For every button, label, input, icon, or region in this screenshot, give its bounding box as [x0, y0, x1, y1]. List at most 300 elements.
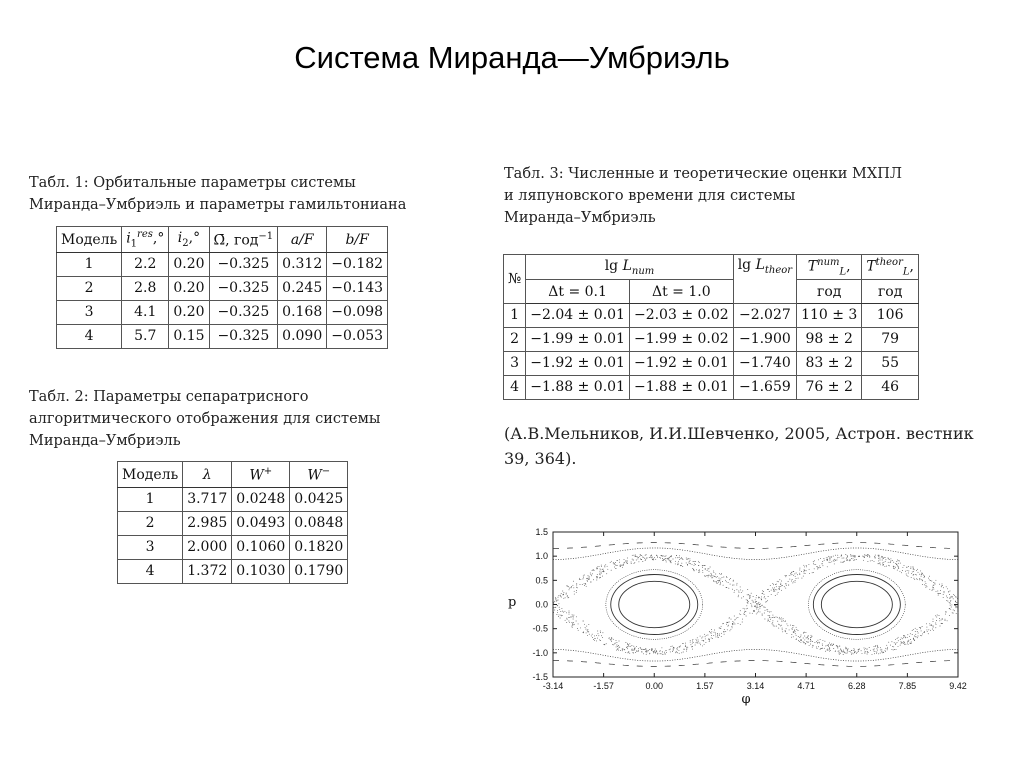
chaotic-point [579, 578, 580, 579]
chaotic-point [593, 639, 594, 640]
chaotic-point [671, 555, 672, 556]
chaotic-point [820, 567, 821, 568]
chaotic-point [682, 643, 683, 644]
chaotic-point [597, 576, 598, 577]
chaotic-point [771, 617, 772, 618]
chaotic-point [942, 583, 943, 584]
chaotic-point [820, 649, 821, 650]
chaotic-point [704, 575, 705, 576]
chaotic-point [596, 577, 597, 578]
chaotic-point [592, 634, 593, 635]
chaotic-point [645, 560, 646, 561]
chaotic-point [679, 559, 680, 560]
chaotic-point [782, 585, 783, 586]
chaotic-point [748, 594, 749, 595]
chaotic-point [672, 646, 673, 647]
chaotic-point [892, 646, 893, 647]
chaotic-point [817, 648, 818, 649]
chaotic-point [780, 586, 781, 587]
chaotic-point [685, 643, 686, 644]
chaotic-point [585, 583, 586, 584]
chaotic-point [803, 633, 804, 634]
chaotic-point [586, 586, 587, 587]
chaotic-point [953, 598, 954, 599]
chaotic-point [587, 581, 588, 582]
chaotic-point [911, 643, 912, 644]
chaotic-point [685, 645, 686, 646]
chaotic-point [767, 609, 768, 610]
chaotic-point [555, 607, 556, 608]
chaotic-point [742, 619, 743, 620]
chaotic-point [796, 573, 797, 574]
chaotic-point [898, 640, 899, 641]
table-cell: 1 [504, 304, 526, 328]
chaotic-point [721, 574, 722, 575]
chaotic-point [839, 652, 840, 653]
chaotic-point [578, 630, 579, 631]
chaotic-point [921, 630, 922, 631]
chaotic-point [692, 639, 693, 640]
phase-portrait-svg [500, 520, 970, 710]
chaotic-point [633, 555, 634, 556]
chaotic-point [638, 561, 639, 562]
chaotic-point [780, 625, 781, 626]
table-cell: 1 [57, 253, 122, 277]
table2-caption [29, 386, 380, 452]
chaotic-point [788, 581, 789, 582]
chaotic-point [635, 556, 636, 557]
chaotic-point [640, 647, 641, 648]
table-cell: 3.717 [183, 488, 232, 512]
chaotic-point [908, 570, 909, 571]
chaotic-point [662, 651, 663, 652]
chaotic-point [726, 622, 727, 623]
chaotic-point [936, 591, 937, 592]
chaotic-point [649, 557, 650, 558]
chaotic-point [627, 558, 628, 559]
chaotic-point [747, 589, 748, 590]
chaotic-point [702, 565, 703, 566]
chaotic-point [781, 581, 782, 582]
chaotic-point [881, 649, 882, 650]
chaotic-point [688, 562, 689, 563]
chaotic-point [834, 561, 835, 562]
chaotic-point [720, 582, 721, 583]
chaotic-point [908, 641, 909, 642]
chaotic-point [624, 559, 625, 560]
table3-header-lnum: $\lg L_{num}$ [526, 255, 733, 280]
chaotic-point [826, 557, 827, 558]
chaotic-point [809, 645, 810, 646]
chaotic-point [893, 562, 894, 563]
chaotic-point [584, 585, 585, 586]
chaotic-point [915, 634, 916, 635]
chaotic-point [847, 650, 848, 651]
chaotic-point [889, 565, 890, 566]
chaotic-point [921, 579, 922, 580]
chaotic-point [772, 623, 773, 624]
chaotic-point [792, 628, 793, 629]
chaotic-point [566, 618, 567, 619]
chaotic-point [786, 583, 787, 584]
chaotic-point [711, 637, 712, 638]
chaotic-point [882, 560, 883, 561]
chaotic-point [759, 606, 760, 607]
chaotic-point [908, 640, 909, 641]
chaotic-point [732, 585, 733, 586]
chaotic-point [791, 572, 792, 573]
chaotic-point [913, 639, 914, 640]
table-cell: 0.1790 [290, 560, 348, 584]
chaotic-point [689, 558, 690, 559]
chaotic-point [650, 557, 651, 558]
chaotic-point [851, 654, 852, 655]
chaotic-point [703, 640, 704, 641]
chaotic-point [910, 567, 911, 568]
chaotic-point [586, 632, 587, 633]
table-row [504, 352, 919, 376]
table-row [504, 304, 919, 328]
table-cell: 55 [862, 352, 919, 376]
chaotic-point [757, 603, 758, 604]
chaotic-point [792, 627, 793, 628]
chaotic-point [926, 629, 927, 630]
chaotic-point [794, 573, 795, 574]
chaotic-point [710, 567, 711, 568]
chaotic-point [566, 622, 567, 623]
chaotic-point [955, 601, 956, 602]
chaotic-point [829, 651, 830, 652]
chaotic-point [560, 595, 561, 596]
chaotic-point [604, 565, 605, 566]
chaotic-point [888, 558, 889, 559]
chaotic-point [906, 574, 907, 575]
chaotic-point [646, 654, 647, 655]
chaotic-point [717, 633, 718, 634]
chaotic-point [553, 607, 554, 608]
chaotic-point [627, 643, 628, 644]
chaotic-point [573, 624, 574, 625]
table-cell: 110 ± 3 [797, 304, 862, 328]
chaotic-point [768, 619, 769, 620]
chaotic-point [760, 603, 761, 604]
chaotic-point [711, 631, 712, 632]
chaotic-point [722, 623, 723, 624]
chaotic-point [949, 598, 950, 599]
chaotic-point [925, 583, 926, 584]
chaotic-point [729, 617, 730, 618]
chaotic-point [750, 597, 751, 598]
chaotic-point [600, 568, 601, 569]
chaotic-point [717, 580, 718, 581]
chaotic-point [957, 602, 958, 603]
chaotic-point [553, 602, 554, 603]
chaotic-point [898, 560, 899, 561]
chaotic-point [798, 630, 799, 631]
chaotic-point [900, 645, 901, 646]
chaotic-point [573, 619, 574, 620]
chaotic-point [754, 611, 755, 612]
chaotic-point [610, 562, 611, 563]
chaotic-point [918, 572, 919, 573]
table-cell: −0.325 [209, 325, 278, 349]
chaotic-point [953, 613, 954, 614]
y-tick-label: -1.5 [532, 672, 548, 682]
chaotic-point [715, 576, 716, 577]
chaotic-point [728, 588, 729, 589]
chaotic-point [827, 649, 828, 650]
chaotic-point [883, 558, 884, 559]
chaotic-point [641, 652, 642, 653]
chaotic-point [842, 558, 843, 559]
chaotic-point [717, 635, 718, 636]
chaotic-point [849, 560, 850, 561]
chaotic-point [732, 624, 733, 625]
chaotic-point [795, 582, 796, 583]
chaotic-point [859, 649, 860, 650]
table2-caption-line-1: Табл. 2: Параметры сепаратрисного [29, 389, 309, 405]
chaotic-point [756, 609, 757, 610]
chaotic-point [819, 567, 820, 568]
chaotic-point [578, 623, 579, 624]
chaotic-point [922, 584, 923, 585]
chaotic-point [557, 612, 558, 613]
chaotic-point [751, 593, 752, 594]
chaotic-point [917, 569, 918, 570]
libration-orbit [808, 570, 905, 640]
chaotic-point [667, 558, 668, 559]
chaotic-point [845, 653, 846, 654]
chaotic-point [569, 617, 570, 618]
chaotic-point [908, 566, 909, 567]
chaotic-point [576, 621, 577, 622]
chaotic-point [580, 579, 581, 580]
chaotic-point [587, 629, 588, 630]
chaotic-point [733, 585, 734, 586]
chaotic-point [558, 616, 559, 617]
chaotic-point [633, 560, 634, 561]
chaotic-point [785, 620, 786, 621]
table-cell: −2.027 [733, 304, 796, 328]
chaotic-point [801, 571, 802, 572]
chaotic-point [799, 573, 800, 574]
chaotic-point [641, 649, 642, 650]
chaotic-point [585, 629, 586, 630]
chaotic-point [792, 574, 793, 575]
chaotic-point [799, 570, 800, 571]
chaotic-point [945, 619, 946, 620]
chaotic-point [596, 580, 597, 581]
chaotic-point [686, 647, 687, 648]
chaotic-point [926, 586, 927, 587]
chaotic-point [623, 564, 624, 565]
chaotic-point [713, 572, 714, 573]
chaotic-point [572, 614, 573, 615]
chaotic-point [924, 576, 925, 577]
chaotic-point [739, 592, 740, 593]
chaotic-point [560, 596, 561, 597]
chaotic-point [558, 595, 559, 596]
chaotic-point [917, 637, 918, 638]
chaotic-point [602, 637, 603, 638]
chaotic-point [874, 561, 875, 562]
chaotic-point [892, 560, 893, 561]
chaotic-point [600, 632, 601, 633]
chaotic-point [758, 597, 759, 598]
chaotic-point [867, 556, 868, 557]
chaotic-point [602, 571, 603, 572]
table1-header-i1: $i_1^{res},^\circ$ [122, 227, 169, 253]
chaotic-point [854, 555, 855, 556]
chaotic-point [764, 597, 765, 598]
chaotic-point [822, 645, 823, 646]
chaotic-point [569, 611, 570, 612]
chaotic-point [953, 594, 954, 595]
chaotic-point [883, 565, 884, 566]
chaotic-point [600, 577, 601, 578]
chaotic-point [657, 557, 658, 558]
chaotic-point [622, 567, 623, 568]
chaotic-point [700, 644, 701, 645]
chaotic-point [640, 554, 641, 555]
chaotic-point [692, 641, 693, 642]
table-cell: −0.325 [209, 301, 278, 325]
chaotic-point [708, 568, 709, 569]
chaotic-point [759, 608, 760, 609]
chaotic-point [677, 652, 678, 653]
chaotic-point [586, 626, 587, 627]
chaotic-point [746, 605, 747, 606]
chaotic-point [600, 631, 601, 632]
chaotic-point [906, 567, 907, 568]
chaotic-point [736, 585, 737, 586]
chaotic-point [920, 635, 921, 636]
chaotic-point [619, 641, 620, 642]
chaotic-point [639, 556, 640, 557]
chaotic-point [888, 642, 889, 643]
chaotic-point [716, 582, 717, 583]
table-row [57, 277, 388, 301]
chaotic-point [718, 637, 719, 638]
chaotic-point [858, 651, 859, 652]
chaotic-point [797, 574, 798, 575]
chaotic-point [854, 559, 855, 560]
chaotic-point [943, 597, 944, 598]
chaotic-point [725, 580, 726, 581]
table-cell: 0.0848 [290, 512, 348, 536]
chaotic-point [765, 602, 766, 603]
chaotic-point [572, 623, 573, 624]
chaotic-point [843, 654, 844, 655]
chaotic-point [657, 654, 658, 655]
table-cell: −1.88 ± 0.01 [526, 376, 630, 400]
chaotic-point [694, 561, 695, 562]
chaotic-point [926, 627, 927, 628]
chaotic-point [746, 608, 747, 609]
table-cell: 2 [118, 512, 183, 536]
chaotic-point [807, 637, 808, 638]
chaotic-point [756, 607, 757, 608]
chaotic-point [898, 637, 899, 638]
chaotic-point [933, 621, 934, 622]
chaotic-point [588, 631, 589, 632]
table1-header-omega: Ω̄, год$^{-1}$ [209, 227, 278, 253]
chaotic-point [675, 561, 676, 562]
chaotic-point [615, 568, 616, 569]
chaotic-point [867, 554, 868, 555]
chaotic-point [634, 649, 635, 650]
chaotic-point [617, 646, 618, 647]
chaotic-point [568, 617, 569, 618]
chaotic-point [898, 563, 899, 564]
chaotic-point [912, 630, 913, 631]
chaotic-point [636, 560, 637, 561]
table1-caption-line-2: Миранда–Умбриэль и параметры гамильтониана [29, 197, 407, 213]
chaotic-point [786, 628, 787, 629]
chaotic-point [870, 560, 871, 561]
chaotic-point [903, 637, 904, 638]
chaotic-point [764, 594, 765, 595]
chaotic-point [587, 578, 588, 579]
chaotic-point [713, 575, 714, 576]
chaotic-point [847, 555, 848, 556]
chaotic-point [720, 578, 721, 579]
chaotic-point [706, 635, 707, 636]
chaotic-point [617, 649, 618, 650]
chaotic-point [788, 585, 789, 586]
chaotic-point [558, 600, 559, 601]
table-cell: 2.000 [183, 536, 232, 560]
chaotic-point [562, 594, 563, 595]
chaotic-point [758, 597, 759, 598]
plot-frame [553, 532, 958, 677]
chaotic-point [807, 636, 808, 637]
chaotic-point [835, 555, 836, 556]
chaotic-point [805, 632, 806, 633]
libration-orbit [619, 581, 690, 627]
chaotic-point [804, 639, 805, 640]
chaotic-point [850, 560, 851, 561]
chaotic-point [930, 580, 931, 581]
chaotic-point [883, 562, 884, 563]
chaotic-point [863, 556, 864, 557]
chaotic-point [779, 588, 780, 589]
chaotic-point [665, 560, 666, 561]
chaotic-point [843, 558, 844, 559]
chaotic-point [681, 652, 682, 653]
chaotic-point [810, 637, 811, 638]
chaotic-point [734, 590, 735, 591]
chaotic-point [869, 647, 870, 648]
chaotic-point [704, 634, 705, 635]
chaotic-point [698, 640, 699, 641]
chaotic-point [762, 590, 763, 591]
chaotic-point [804, 573, 805, 574]
chaotic-point [722, 581, 723, 582]
chaotic-point [875, 646, 876, 647]
chaotic-point [694, 570, 695, 571]
chaotic-point [770, 585, 771, 586]
chaotic-point [635, 652, 636, 653]
table-row [504, 328, 919, 352]
chaotic-point [758, 611, 759, 612]
chaotic-point [939, 620, 940, 621]
chaotic-point [772, 587, 773, 588]
chaotic-point [724, 629, 725, 630]
chaotic-point [957, 607, 958, 608]
chaotic-point [603, 570, 604, 571]
chaotic-point [761, 596, 762, 597]
